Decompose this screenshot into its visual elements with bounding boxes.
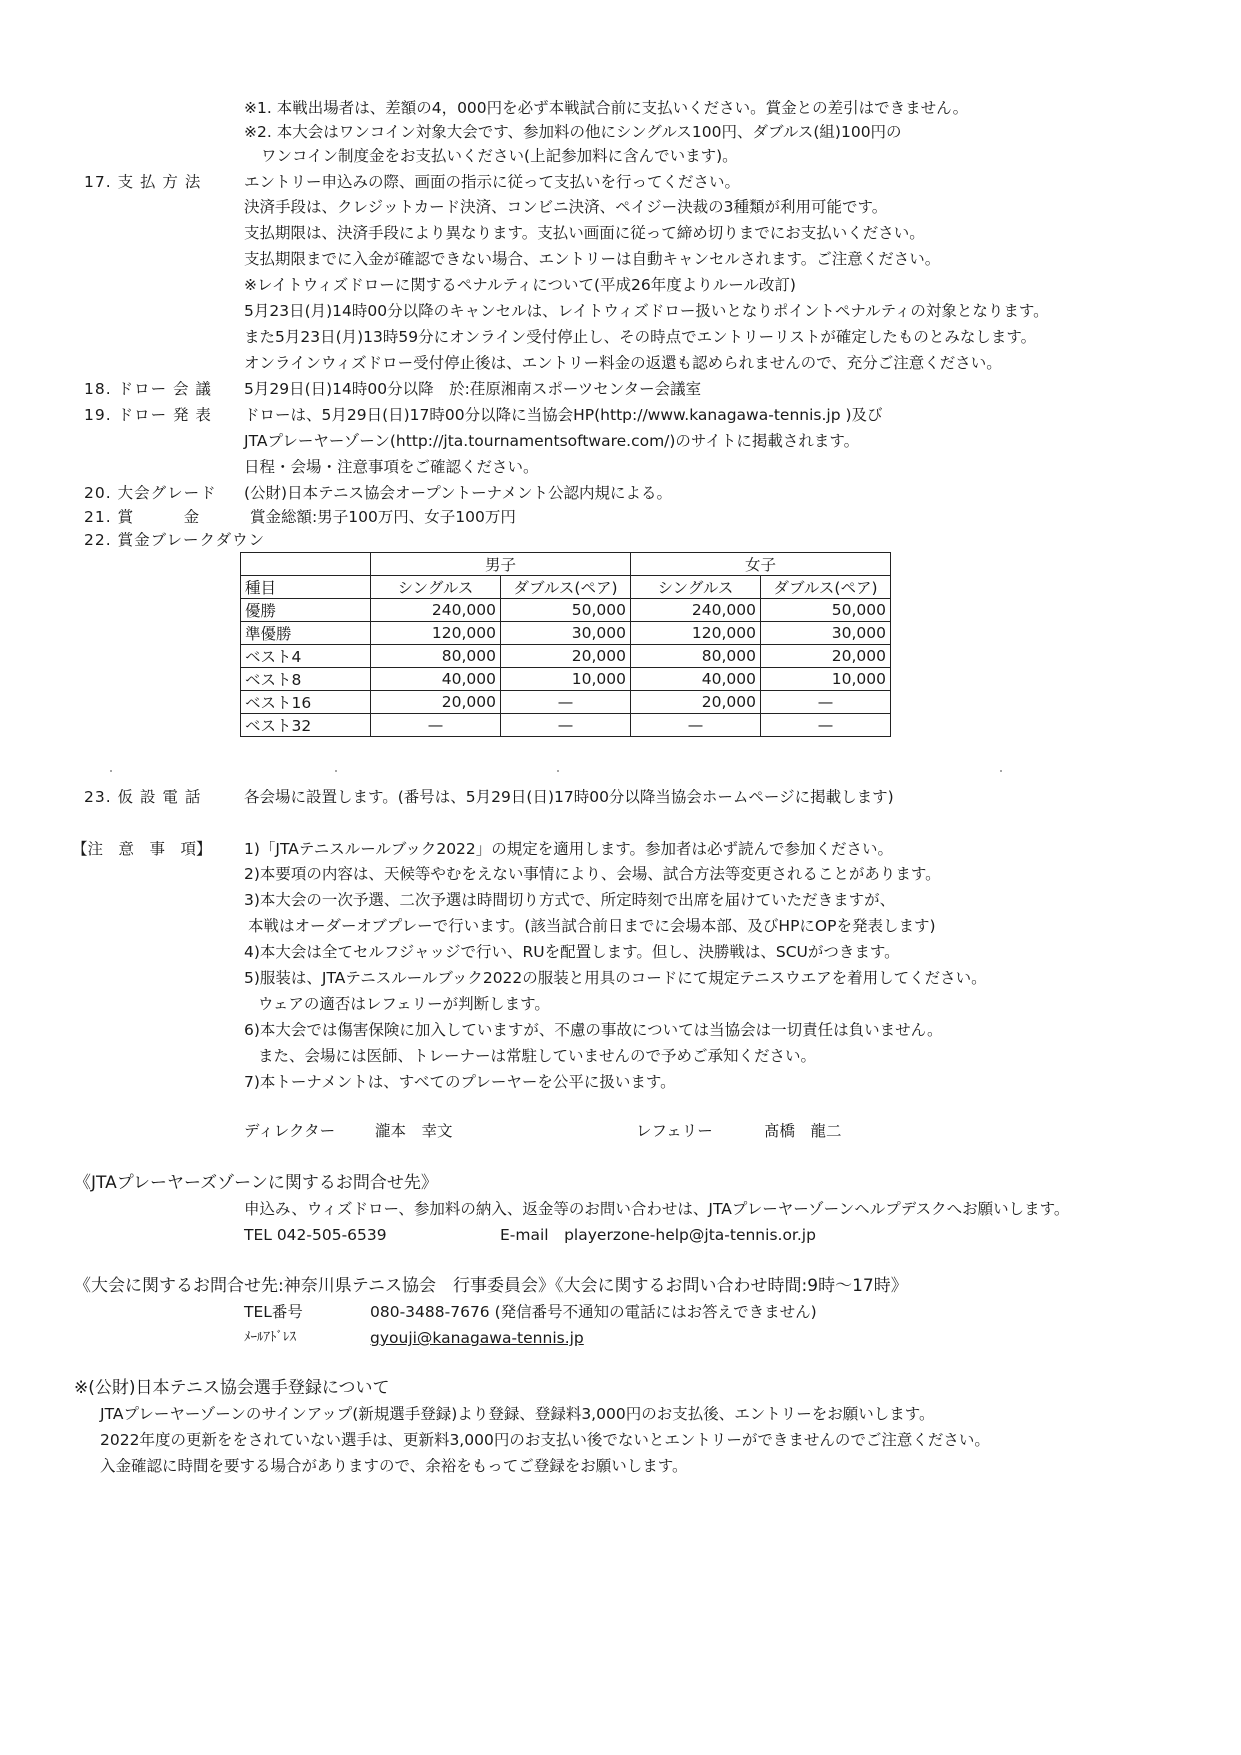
section-17-title: 17. 支 払 方 法 [84,173,202,191]
women-doubles-value: — [761,691,891,714]
section-20-text: (公財)日本テニス協会オープントーナメント公認内規による。 [244,484,672,502]
director-name: 瀧本 幸文 [375,1122,453,1140]
row-label: ベスト16 [241,691,371,714]
caution-line: 7)本トーナメントは、すべてのプレーヤーを公平に扱います。 [244,1073,676,1091]
women-doubles-header: ダブルス(ペア) [761,576,891,599]
section-19-line: 日程・会場・注意事項をご確認ください。 [244,458,539,476]
referee-label: レフェリー [636,1122,713,1140]
table-row [241,691,891,714]
registration-line: JTAプレーヤーゾーンのサインアップ(新規選手登録)より登録、登録料3,000円のお支払後、エントリーをお願いします。 [100,1405,935,1423]
cautions-heading: 【注 意 事 項】 [72,840,212,858]
kanagawa-tel-label: TEL番号 [244,1303,303,1321]
scan-speck [110,770,112,772]
women-doubles-value: 30,000 [761,622,891,645]
women-singles-value: 20,000 [631,691,761,714]
group-women-header: 女子 [631,553,891,576]
women-singles-value: 80,000 [631,645,761,668]
section-19-line: ドローは、5月29日(日)17時00分以降に当協会HP(http://www.kanagawa-tennis.jp )及び [244,406,883,424]
men-singles-value: 120,000 [371,622,501,645]
section-21-title: 21. 賞 金 [84,508,201,526]
caution-line: 本戦はオーダーオブプレーで行います。(該当試合前日までに会場本部、及びHPにOPを発表します) [248,917,936,935]
row-label: 準優勝 [241,622,371,645]
section-17-line: また5月23日(月)13時59分にオンライン受付停止し、その時点でエントリーリストが確定したものとみなします。 [244,328,1037,346]
registration-line: 入金確認に時間を要する場合がありますので、余裕をもってご登録をお願いします。 [100,1457,688,1475]
section-17-line: オンラインウィズドロー受付停止後は、エントリー料金の返還も認められませんので、充分ご注意ください。 [244,354,1002,372]
note-1: ※1. 本戦出場者は、差額の4，000円を必ず本戦試合前に支払いください。賞金との差引はできません。 [244,99,969,117]
registration-line: 2022年度の更新ををされていない選手は、更新料3,000円のお支払い後でないとエントリーができませんのでご注意ください。 [100,1431,990,1449]
scan-speck [1000,770,1002,772]
jta-contact-tel: TEL 042-505-6539 [244,1226,387,1244]
women-doubles-value: — [761,714,891,737]
caution-line: 6)本大会では傷害保険に加入していますが、不慮の事故については当協会は一切責任は負いません。 [244,1021,943,1039]
kanagawa-mail-label: ﾒｰﾙｱﾄﾞﾚｽ [244,1330,296,1345]
note-2-cont: ワンコイン制度金をお支払いください(上記参加料に含んでいます)。 [261,147,738,165]
women-singles-value: 120,000 [631,622,761,645]
caution-line: ウェアの適否はレフェリーが判断します。 [258,995,550,1013]
section-23-title: 23. 仮 設 電 話 [84,788,202,806]
section-18-text: 5月29日(日)14時00分以降 於:荏原湘南スポーツセンター会議室 [244,380,702,398]
jta-contact-heading: 《JTAプレーヤーズゾーンに関するお問合せ先》 [74,1173,438,1193]
section-20-title: 20. 大会グレード [84,484,217,502]
women-singles-value: 40,000 [631,668,761,691]
row-label: ベスト8 [241,668,371,691]
men-singles-value: 40,000 [371,668,501,691]
section-17-line: 5月23日(月)14時00分以降のキャンセルは、レイトウィズドロー扱いとなりポイントペナルティの対象となります。 [244,302,1049,320]
table-row [241,645,891,668]
men-doubles-value: 10,000 [501,668,631,691]
row-label: 優勝 [241,599,371,622]
men-doubles-value: 20,000 [501,645,631,668]
section-19-line: JTAプレーヤーゾーン(http://jta.tournamentsoftware.com/)のサイトに掲載されます。 [244,432,860,450]
caution-line: 4)本大会は全てセルフジャッジで行い、RUを配置します。但し、決勝戦は、SCUがつきます。 [244,943,900,961]
table-row [241,622,891,645]
kanagawa-tel-value: 080-3488-7676 (発信番号不通知の電話にはお答えできません) [370,1303,817,1321]
section-19-title: 19. ドロー 発 表 [84,406,212,424]
women-doubles-value: 10,000 [761,668,891,691]
section-18-title: 18. ドロー 会 議 [84,380,212,398]
section-22-title: 22. 賞金ブレークダウン [84,531,266,549]
table-corner-cell [241,553,371,576]
women-doubles-value: 50,000 [761,599,891,622]
email-link[interactable]: gyouji@kanagawa-tennis.jp [370,1329,584,1347]
jta-contact-email: E-mail playerzone-help@jta-tennis.or.jp [500,1226,816,1244]
men-singles-value: 20,000 [371,691,501,714]
men-singles-value: 240,000 [371,599,501,622]
caution-line: 1)「JTAテニスルールブック2022」の規定を適用します。参加者は必ず読んで参加ください。 [244,840,894,858]
caution-line: 5)服装は、JTAテニスルールブック2022の服装と用具のコードにて規定テニスウエアを着用してください。 [244,969,987,987]
caution-line: 2)本要項の内容は、天候等やむをえない事情により、会場、試合方法等変更されることがあります。 [244,865,941,883]
note-2: ※2. 本大会はワンコイン対象大会です、参加料の他にシングルス100円、ダブルス(組)100円の [244,123,902,141]
men-singles-header: シングルス [371,576,501,599]
scan-speck [335,770,337,772]
men-doubles-value: 30,000 [501,622,631,645]
table-row [241,599,891,622]
row-label: ベスト4 [241,645,371,668]
men-doubles-value: — [501,691,631,714]
table-row [241,714,891,737]
men-singles-value: — [371,714,501,737]
caution-line: また、会場には医師、トレーナーは常駐していませんので予めご承知ください。 [258,1047,817,1065]
kanagawa-mail-link[interactable] [370,1328,584,1348]
women-singles-header: シングルス [631,576,761,599]
section-17-line: 支払期限までに入金が確認できない場合、エントリーは自動キャンセルされます。ご注意ください。 [244,250,941,268]
jta-contact-text: 申込み、ウィズドロー、参加料の納入、返金等のお問い合わせは、JTAプレーヤーゾーンヘルプデスクへお願いします。 [244,1200,1070,1218]
referee-name: 髙橋 龍二 [764,1122,842,1140]
prize-breakdown-table [240,552,891,737]
kanagawa-contact-heading: 《大会に関するお問合せ先:神奈川県テニス協会 行事委員会》《大会に関するお問い合わせ時間:9時～17時》 [74,1276,908,1296]
women-doubles-value: 20,000 [761,645,891,668]
men-singles-value: 80,000 [371,645,501,668]
women-singles-value: 240,000 [631,599,761,622]
section-17-line: エントリー申込みの際、画面の指示に従って支払いを行ってください。 [244,173,741,191]
scan-speck [557,770,559,772]
event-header: 種目 [241,576,371,599]
men-doubles-value: 50,000 [501,599,631,622]
table-row [241,668,891,691]
director-label: ディレクター [244,1122,336,1140]
caution-line: 3)本大会の一次予選、二次予選は時間切り方式で、所定時刻で出席を届けていただきますが、 [244,891,896,909]
row-label: ベスト32 [241,714,371,737]
section-21-text: 賞金総額:男子100万円、女子100万円 [250,508,516,526]
men-doubles-value: — [501,714,631,737]
section-17-line: 支払期限は、決済手段により異なります。支払い画面に従って締め切りまでにお支払いください。 [244,224,925,242]
section-17-line: 決済手段は、クレジットカード決済、コンビニ決済、ペイジー決裁の3種類が利用可能です。 [244,198,888,216]
registration-heading: ※(公財)日本テニス協会選手登録について [74,1378,390,1398]
section-17-line: ※レイトウィズドローに関するペナルティについて(平成26年度よりルール改訂) [244,276,796,294]
group-men-header: 男子 [371,553,631,576]
women-singles-value: — [631,714,761,737]
section-23-text: 各会場に設置します。(番号は、5月29日(日)17時00分以降当協会ホームページに掲載します) [244,788,894,806]
men-doubles-header: ダブルス(ペア) [501,576,631,599]
